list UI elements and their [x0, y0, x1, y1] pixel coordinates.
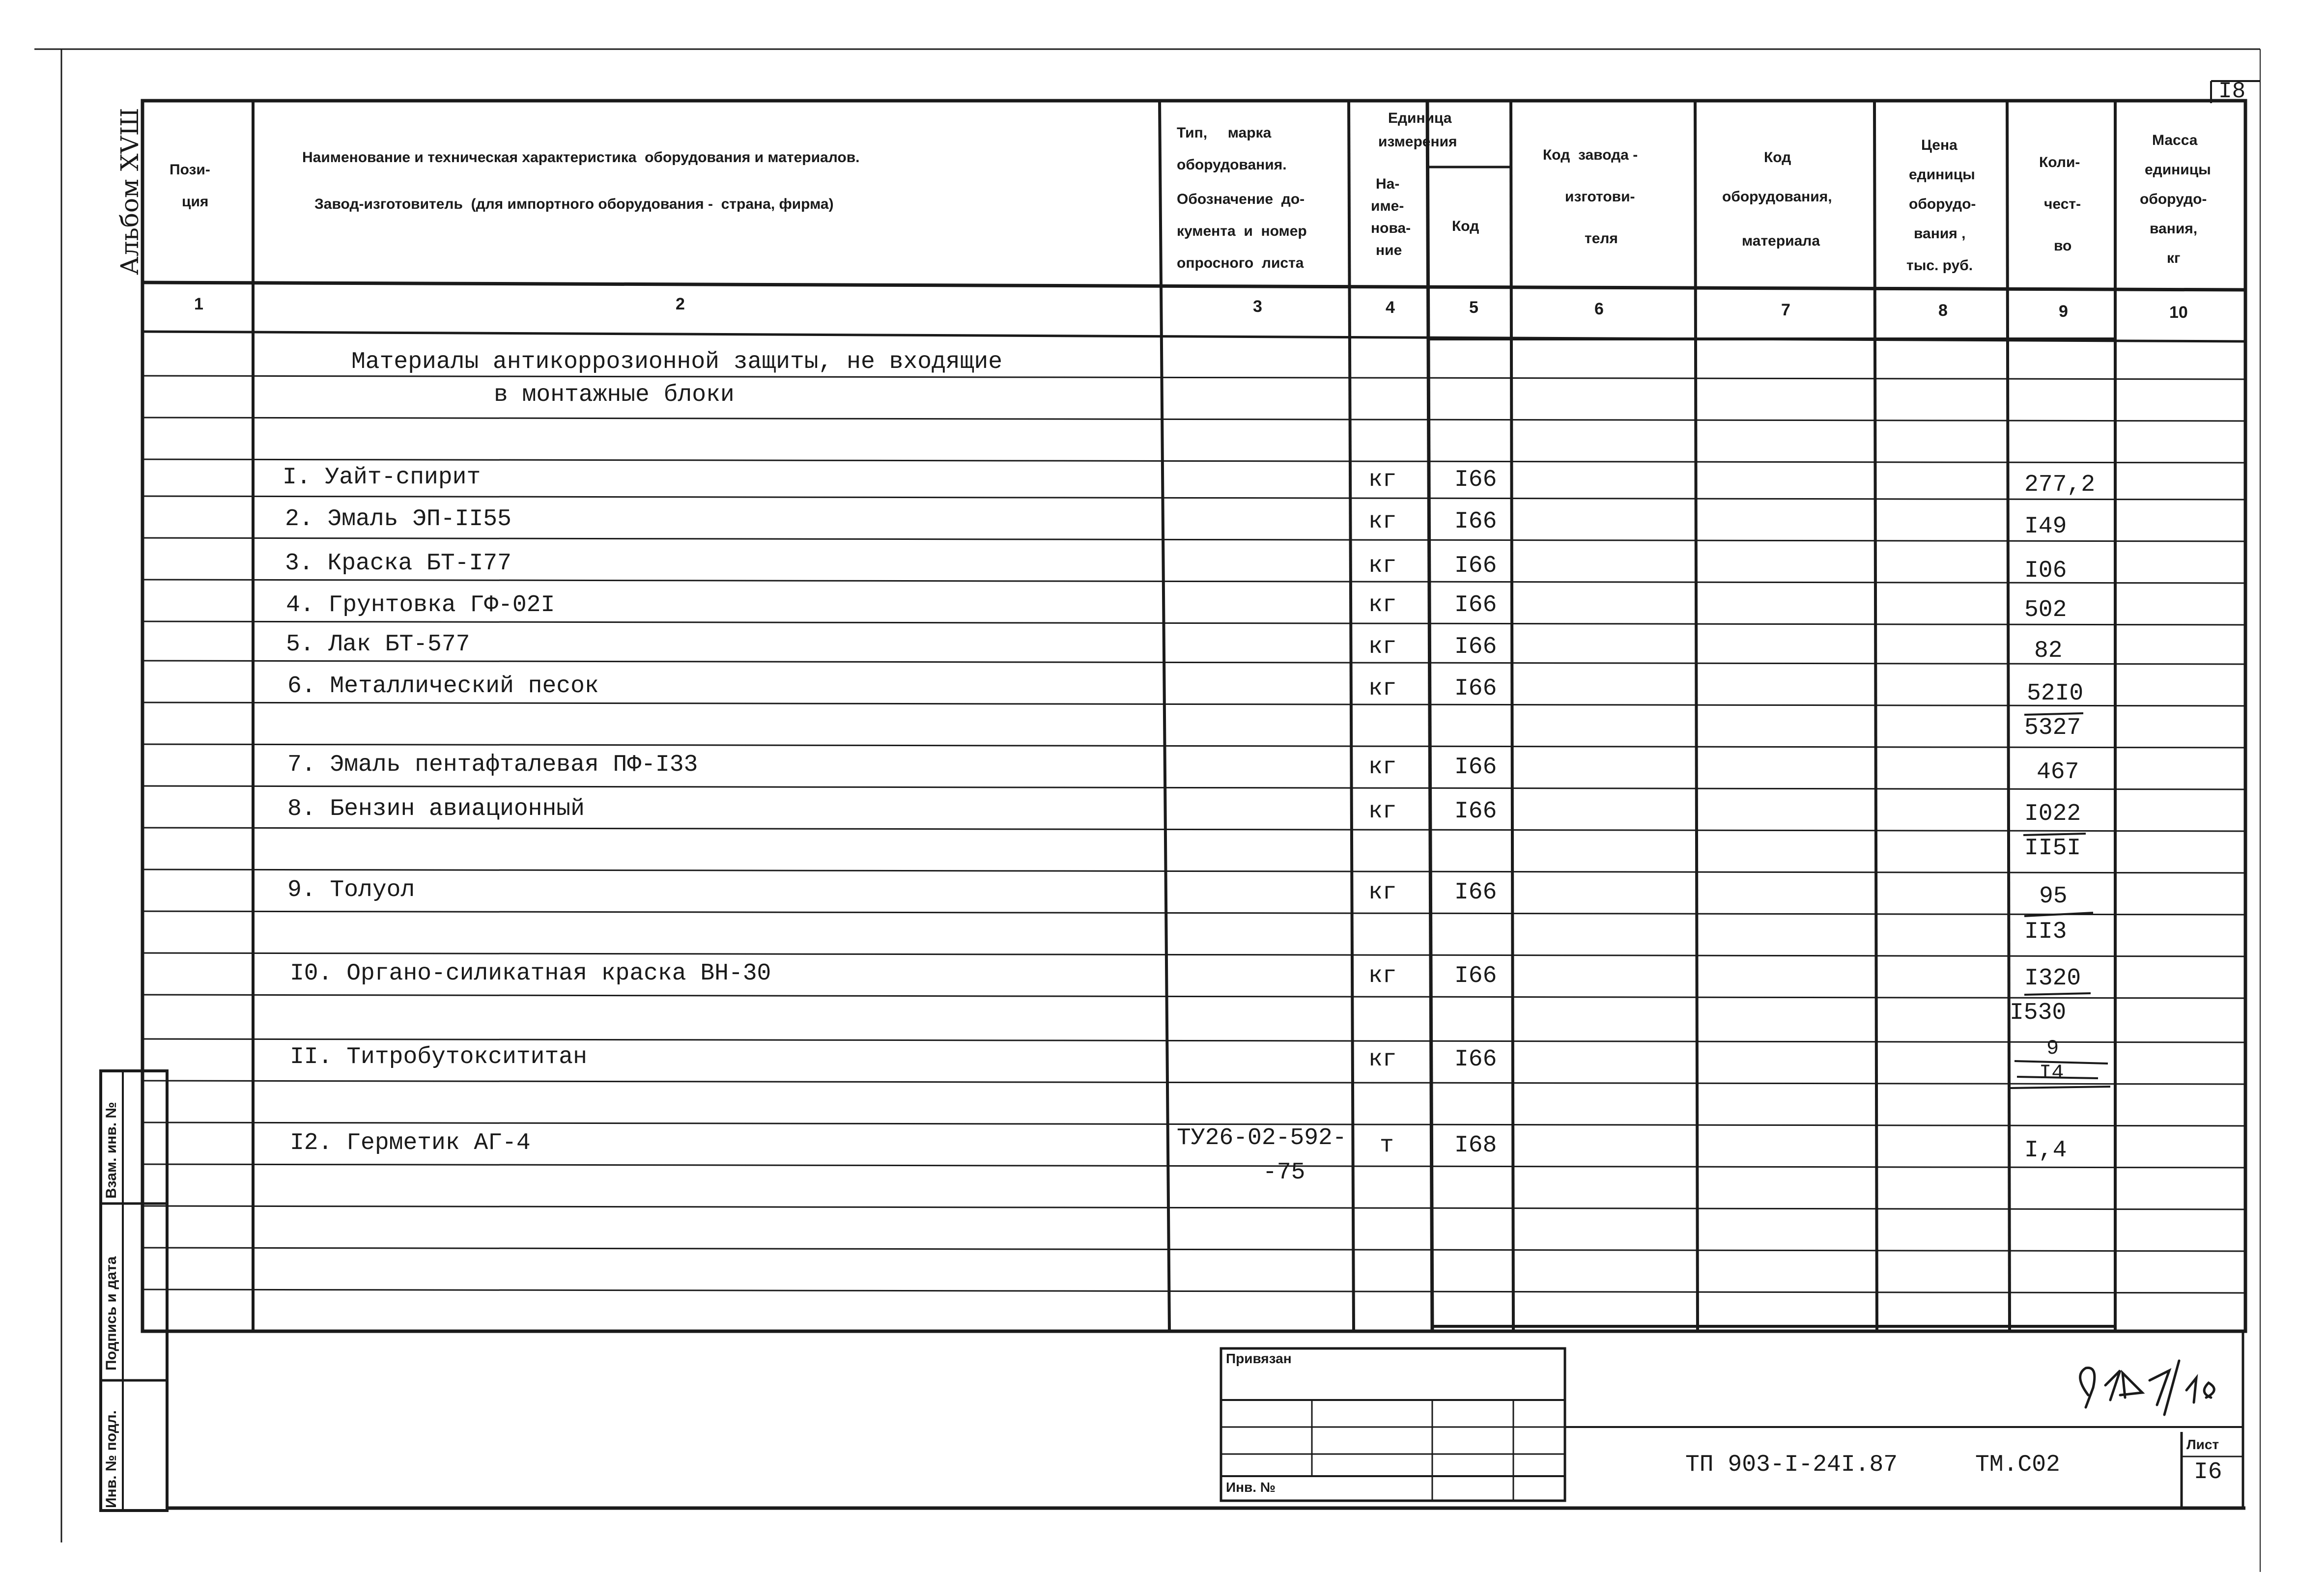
header-col9-line1: Коли-: [2039, 154, 2080, 170]
row-11-unit: кг: [1368, 1046, 1397, 1073]
row-6-code: I66: [1454, 675, 1497, 702]
header-col8-line3: оборудо-: [1909, 196, 1976, 212]
row-3-qty: I06: [2024, 558, 2067, 584]
header-col8-line5: тыс. руб.: [1906, 257, 1973, 274]
row-1-code: I66: [1454, 467, 1497, 493]
stamp-mark: ТМ.С02: [1975, 1452, 2060, 1478]
header-col4-line3: нова-: [1371, 220, 1411, 236]
row-2-qty: I49: [2024, 513, 2067, 540]
row-8-qty2: II5I: [2024, 835, 2081, 862]
stamp-sheet-value: I6: [2194, 1459, 2222, 1485]
side-stamp-inv: Инв. № подл.: [103, 1410, 119, 1508]
row-4-unit: кг: [1368, 592, 1397, 618]
header-col3-line1: Тип, марка: [1177, 125, 1272, 141]
header-col8-line1: Цена: [1921, 137, 1958, 153]
row-6-unit: кг: [1368, 675, 1397, 702]
header-col2-line2: Завод-изготовитель (для импортного оборудования - страна, фирма): [314, 196, 834, 212]
header-col8-line2: единицы: [1909, 167, 1975, 183]
row-11-code: I66: [1454, 1046, 1497, 1073]
header-col6-line1: Код завода -: [1543, 147, 1638, 163]
header-col4-line1: На-: [1376, 176, 1400, 192]
handwritten-signature: [2080, 1361, 2214, 1415]
row-10-code: I66: [1454, 963, 1497, 989]
column-number-1: 1: [194, 295, 203, 313]
header-unit-line1: Единица: [1388, 110, 1452, 126]
row-12-type-line2: -75: [1263, 1159, 1305, 1186]
column-number-8: 8: [1938, 301, 1948, 320]
row-11-name: II. Титробутоксититан: [290, 1044, 587, 1070]
header-col6-line2: изготови-: [1565, 189, 1635, 205]
header-col7-line3: материала: [1742, 233, 1820, 249]
row-2-name: 2. Эмаль ЭП-II55: [285, 506, 511, 532]
row-4-code: I66: [1454, 592, 1497, 618]
header-col2-line1: Наименование и техническая характеристика оборудования и материалов.: [302, 149, 860, 166]
row-12-name: I2. Герметик АГ-4: [290, 1130, 531, 1156]
row-1-unit: кг: [1368, 467, 1397, 493]
header-col9-line3: во: [2054, 238, 2072, 254]
row-10-name: I0. Органо-силикатная краска ВН-30: [290, 960, 771, 987]
row-9-qty: 95: [2039, 883, 2068, 910]
row-7-unit: кг: [1368, 754, 1397, 781]
row-3-code: I66: [1454, 553, 1497, 579]
column-number-4: 4: [1386, 298, 1395, 317]
row-12-type-line1: ТУ26-02-592-: [1177, 1125, 1347, 1151]
row-7-qty: 467: [2037, 759, 2079, 785]
row-7-name: 7. Эмаль пентафталевая ПФ-I33: [287, 752, 698, 778]
column-number-3: 3: [1253, 297, 1262, 316]
header-col3-line2: оборудования.: [1177, 157, 1287, 173]
side-stamp-vzam: Взам. инв. №: [103, 1102, 119, 1199]
row-3-unit: кг: [1368, 553, 1397, 579]
row-8-qty: I022: [2024, 801, 2081, 827]
row-1-qty: 277,2: [2024, 472, 2096, 498]
header-col1-line1: Пози-: [170, 162, 210, 178]
stamp-sheet-label: Лист: [2186, 1437, 2219, 1452]
section-title-line1: Материалы антикоррозионной защиты, не входящие: [351, 349, 1003, 375]
header-col1-line2: ция: [182, 194, 209, 210]
row-4-name: 4. Грунтовка ГФ-02I: [286, 592, 555, 618]
row-8-name: 8. Бензин авиационный: [287, 796, 585, 822]
column-number-7: 7: [1781, 301, 1790, 319]
row-5-name: 5. Лак БТ-577: [286, 631, 470, 658]
header-col10-line5: кг: [2167, 250, 2181, 266]
header-col4-line2: име-: [1371, 198, 1404, 214]
row-6-qty2: 5327: [2024, 715, 2081, 741]
row-7-code: I66: [1454, 754, 1497, 781]
row-9-code: I66: [1454, 879, 1497, 906]
row-5-code: I66: [1454, 634, 1497, 660]
row-4-qty: 502: [2024, 597, 2067, 623]
header-col8-line4: вания ,: [1914, 225, 1966, 242]
header-col10-line1: Масса: [2152, 132, 2198, 148]
row-3-name: 3. Краска БТ-I77: [285, 550, 511, 577]
header-col10-line2: единицы: [2145, 162, 2211, 178]
column-number-9: 9: [2059, 302, 2068, 321]
header-col10-line3: оборудо-: [2140, 191, 2207, 207]
column-number-2: 2: [676, 295, 685, 313]
row-8-code: I66: [1454, 798, 1497, 825]
row-11-qty: 9: [2046, 1036, 2059, 1060]
row-5-unit: кг: [1368, 634, 1397, 660]
column-number-5: 5: [1469, 298, 1478, 317]
section-title-line2: в монтажные блоки: [494, 382, 735, 408]
sheet-number: I8: [2218, 79, 2246, 104]
stamp-inv-no: Инв. №: [1226, 1480, 1276, 1495]
header-col7-line2: оборудования,: [1722, 189, 1832, 205]
row-1-name: I. Уайт-спирит: [283, 464, 481, 491]
header-col10-line4: вания,: [2150, 221, 2198, 237]
side-stamp-podpis: Подпись и дата: [103, 1256, 119, 1371]
header-unit-line2: измерения: [1378, 134, 1457, 150]
header-col7-line1: Код: [1764, 149, 1791, 166]
stamp-privyazan: Привязан: [1226, 1351, 1292, 1366]
header-col4-line4: ние: [1376, 242, 1402, 258]
album-label: Альбом XVШ: [115, 108, 144, 275]
row-2-code: I66: [1454, 508, 1497, 535]
row-10-qty: I320: [2024, 965, 2081, 992]
header-col5: Код: [1452, 218, 1479, 234]
row-10-qty2: I530: [2010, 1000, 2067, 1026]
header-col3-line5: опросного листа: [1177, 255, 1304, 271]
row-6-qty: 52I0: [2027, 680, 2084, 707]
row-9-unit: кг: [1368, 879, 1397, 906]
header-col3-line3: Обозначение до-: [1177, 191, 1305, 207]
row-9-qty2: II3: [2024, 919, 2067, 945]
row-9-name: 9. Толуол: [287, 877, 415, 903]
header-col6-line3: теля: [1585, 230, 1618, 247]
header-col3-line4: кумента и номер: [1177, 223, 1307, 239]
row-12-code: I68: [1454, 1132, 1497, 1159]
row-6-name: 6. Металлический песок: [287, 673, 599, 700]
column-number-10: 10: [2169, 303, 2188, 322]
column-number-6: 6: [1594, 300, 1604, 318]
header-col9-line2: чест-: [2044, 196, 2081, 212]
row-2-unit: кг: [1368, 508, 1397, 535]
row-10-unit: кг: [1368, 963, 1397, 989]
row-5-qty: 82: [2034, 638, 2063, 664]
row-11-qty2: I4: [2039, 1061, 2064, 1085]
row-8-unit: кг: [1368, 798, 1397, 825]
row-12-qty: I,4: [2024, 1137, 2067, 1164]
stamp-doc-code: ТП 903-I-24I.87: [1685, 1452, 1898, 1478]
row-12-unit: т: [1380, 1132, 1394, 1159]
